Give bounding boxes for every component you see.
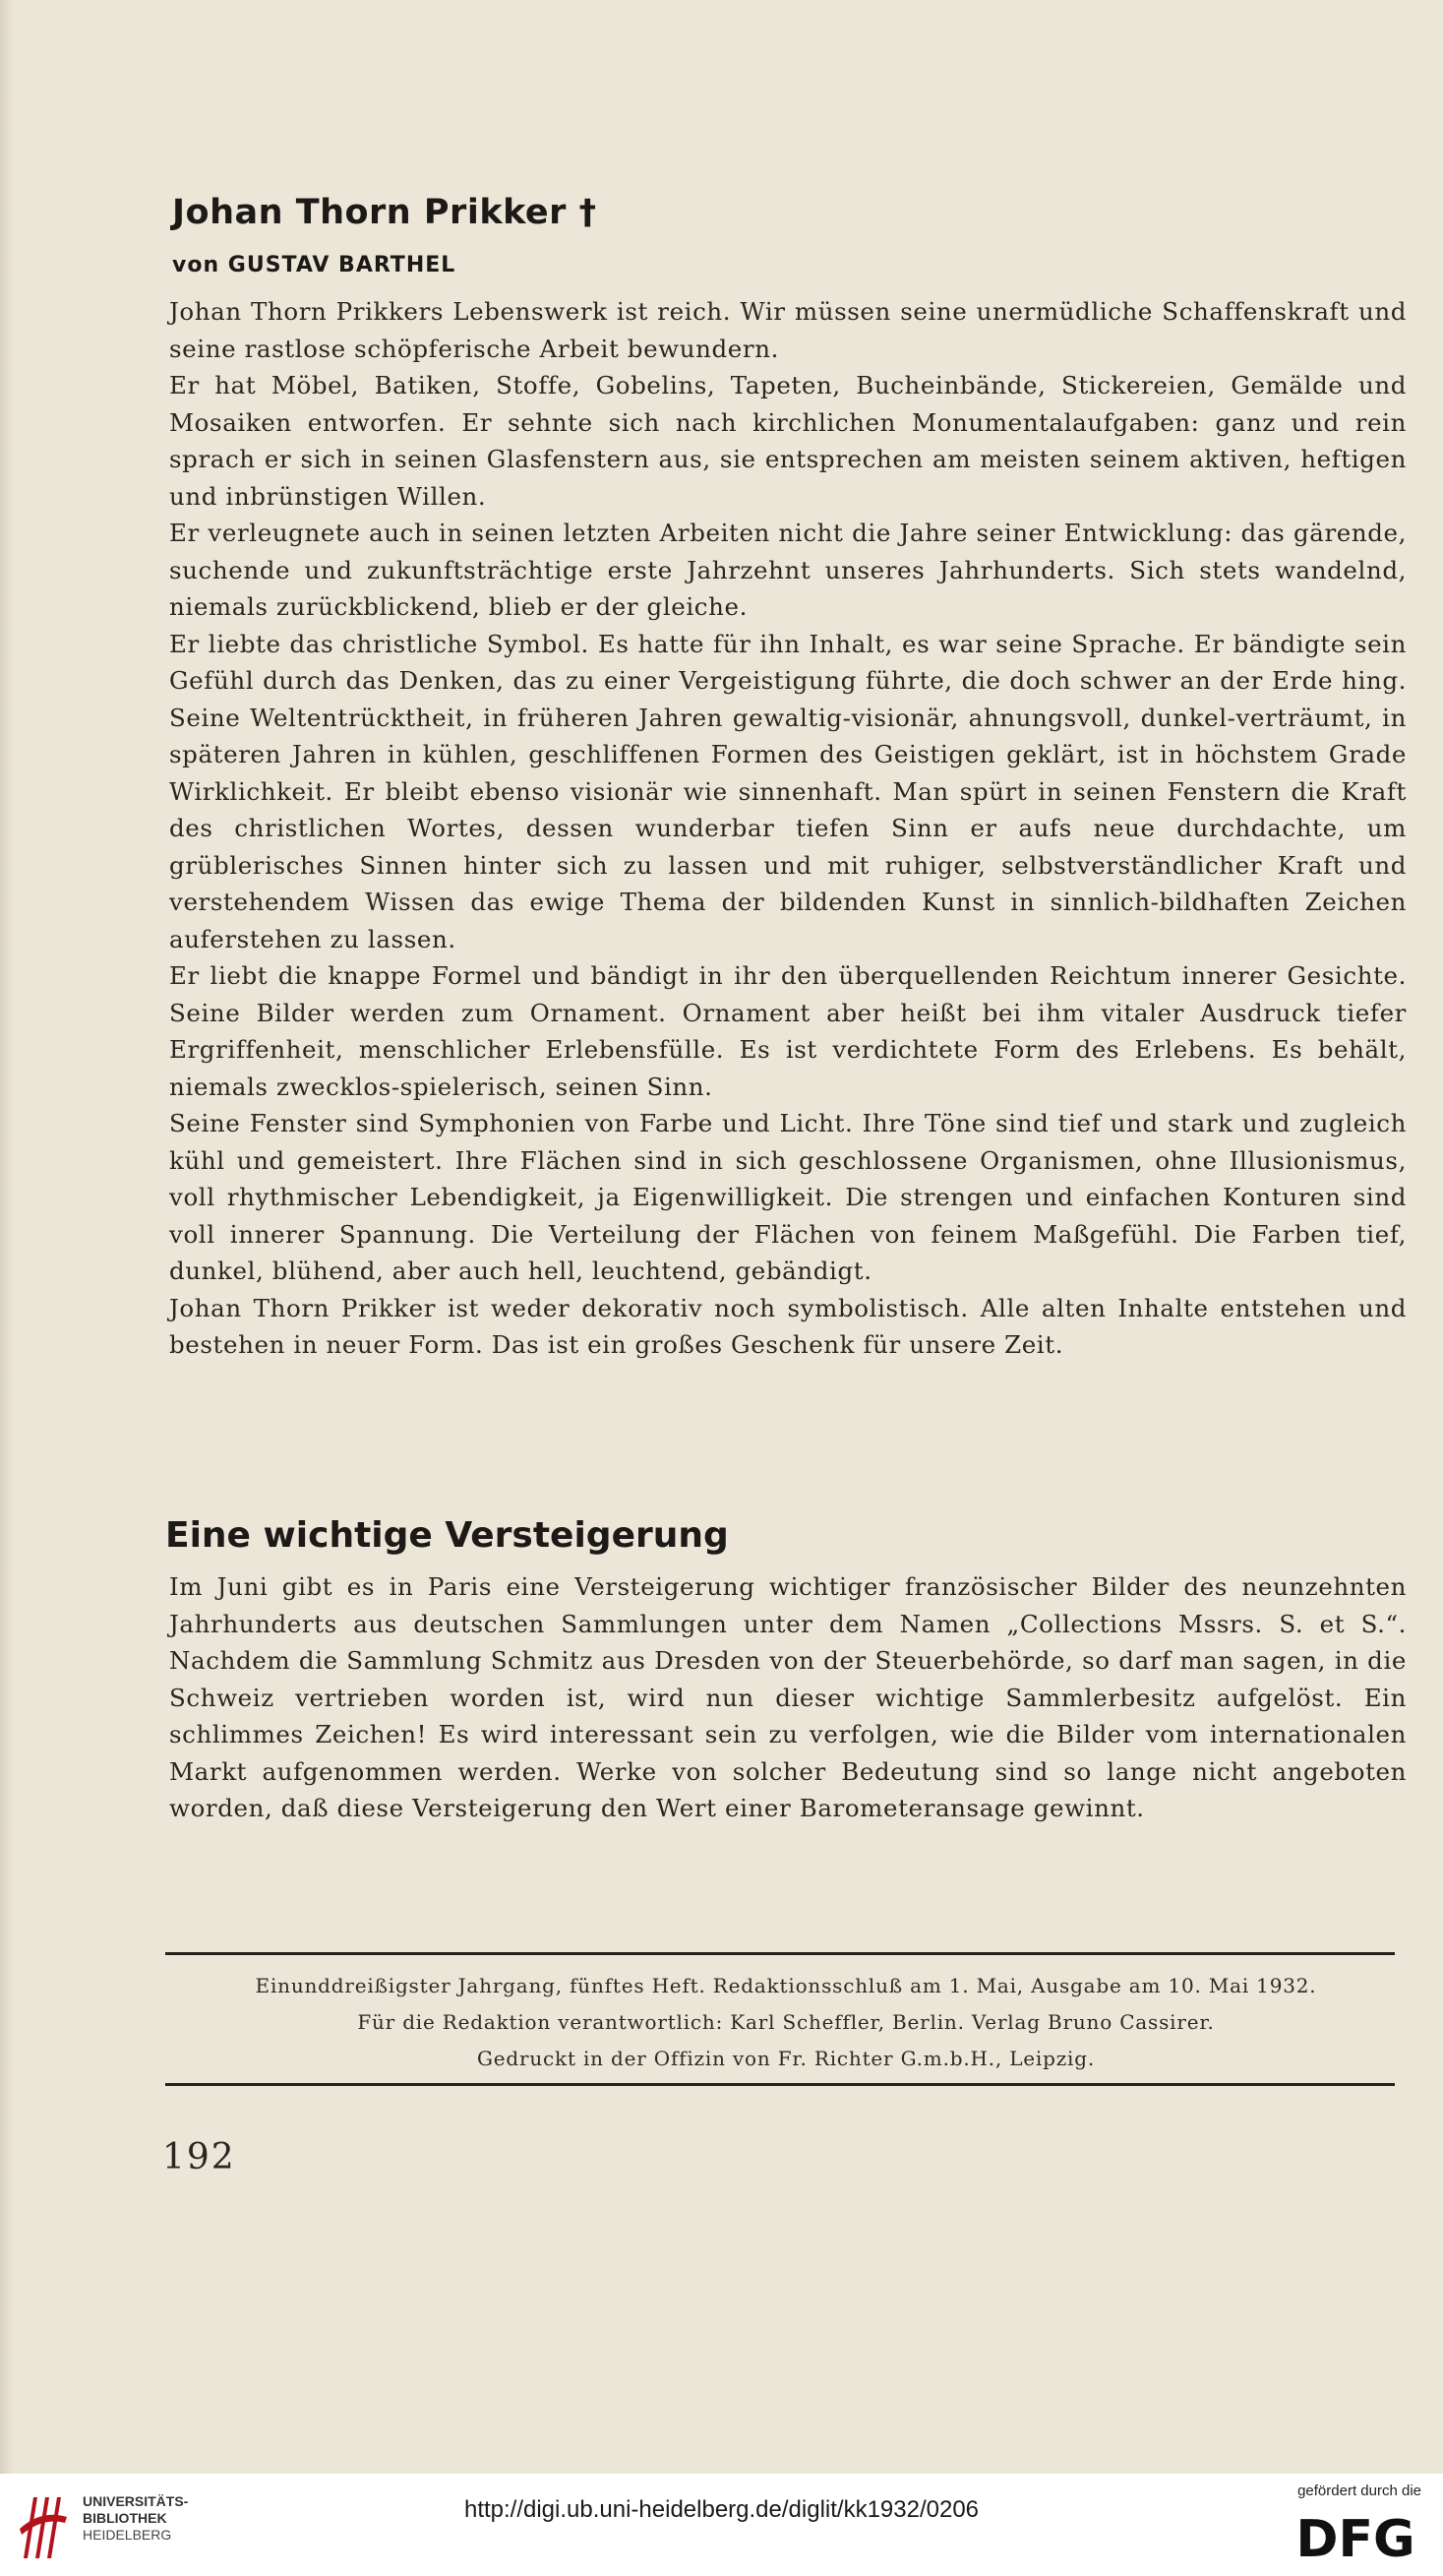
- paragraph: Johan Thorn Prikker ist weder dekorativ noch symbolistisch. Alle alten Inhalte entstehen und bestehen in neuer Form. Das ist ein großes Geschenk für unsere Zeit.: [169, 1293, 1407, 1359]
- paragraph: Seine Fenster sind Symphonien von Farbe und Licht. Ihre Töne sind tief und stark und zugleich kühl und gemeistert. Ihre Flächen sind in sich geschlossene Organismen, ohne Illusionismus, voll rhythmischer Lebendigkeit, ja Eigenwilligkeit. Die strengen und einfachen Konturen sind voll innerer Spannung. Die Verteilung der Flächen von feinem Maßgefühl. Die Farben tief, dunkel, blühend, aber auch hell, leuchtend, gebändigt.: [169, 1109, 1407, 1285]
- paragraph: Johan Thorn Prikkers Lebenswerk ist reich. Wir müssen seine unermüdliche Schaffenskraft und seine rastlose schöpferische Arbeit bewundern.: [169, 297, 1407, 363]
- imprint-top-rule: [165, 1952, 1395, 1955]
- viewer-footer: [0, 2474, 1443, 2576]
- article-body: [169, 293, 1407, 1364]
- paragraph: Er hat Möbel, Batiken, Stoffe, Gobelins, Tapeten, Bucheinbände, Stickereien, Gemälde und Mosaiken entworfen. Er sehnte sich nach kirchlichen Monumentalaufgaben: ganz und rein sprach er sich in seinen Glasfenstern aus, sie entsprechen am meisten seinem aktiven, heftigen und inbrünstigen Willen.: [169, 371, 1407, 511]
- imprint-line: Gedruckt in der Offizin von Fr. Richter G.m.b.H., Leipzig.: [476, 2047, 1096, 2070]
- library-name-line: HEIDELBERG: [83, 2527, 172, 2543]
- paragraph: Er liebt die knappe Formel und bändigt in ihr den überquellenden Reichtum innerer Gesichte. Seine Bilder werden zum Ornament. Ornament aber heißt bei ihm vitaler Ausdruck tiefer Ergriffenheit, menschlicher Erlebensfülle. Es ist verdichtete Form des Erlebens. Es behält, niemals zwecklos-spielerisch, seinen Sinn.: [169, 961, 1407, 1101]
- source-url-link[interactable]: http://digi.ub.uni-heidelberg.de/diglit/kk1932/0206: [463, 2496, 980, 2523]
- paragraph: Er liebte das christliche Symbol. Es hatte für ihn Inhalt, es war seine Sprache. Er bändigte sein Gefühl durch das Denken, das zu einer Vergeistigung führte, die doch schwer an der Erde hing. Seine Weltentrücktheit, in früheren Jahren gewaltig-visionär, ahnungsvoll, dunkel-verträumt, in späteren Jahren in kühlen, geschliffenen Formen des Geistigen geklärt, ist in höchstem Grade Wirklichkeit. Er bleibt ebenso visionär wie sinnenhaft. Man spürt in seinen Fenstern die Kraft des christlichen Wortes, dessen wunderbar tiefen Sinn er aufs neue durchdachte, um grüblerisches Sinnen hinter sich zu lassen und mit ruhiger, selbstverständlicher Kraft und verstehendem Wissen das ewige Thema der bildenden Kunst in sinnlich-bildhaften Zeichen auferstehen zu lassen.: [169, 629, 1407, 953]
- imprint-line: Einunddreißigster Jahrgang, fünftes Heft. Redaktionsschluß am 1. Mai, Ausgabe am 10. Mai 1932.: [255, 1974, 1317, 1997]
- article-title: Johan Thorn Prikker †: [172, 193, 597, 232]
- page-number: 192: [162, 2137, 236, 2177]
- section-body: [169, 1568, 1407, 1827]
- imprint-line: Für die Redaktion verantwortlich: Karl Scheffler, Berlin. Verlag Bruno Cassirer.: [357, 2010, 1215, 2034]
- library-name-line: BIBLIOTHEK: [83, 2510, 167, 2526]
- svg-text:DFG: DFG: [1295, 2510, 1415, 2562]
- funding-credit: gefördert durch die: [1297, 2483, 1421, 2499]
- scan-edge-shadow: [0, 0, 14, 2474]
- dfg-logo-icon: [1284, 2509, 1427, 2562]
- section-title: Eine wichtige Versteigerung: [165, 1515, 729, 1556]
- library-name-line: UNIVERSITÄTS-: [83, 2493, 189, 2509]
- paragraph: Im Juni gibt es in Paris eine Versteigerung wichtiger französischer Bilder des neunzehnten Jahrhunderts aus deutschen Sammlungen unter dem Namen „Collections Mssrs. S. et S.“. Nachdem die Sammlung Schmitz aus Dresden von der Steuerbehörde, so darf man sagen, in die Schweiz vertrieben worden ist, wird nun dieser wichtige Sammlerbesitz aufgelöst. Ein schlimmes Zeichen! Es wird interessant sein zu verfolgen, wie die Bilder vom internationalen Markt aufgenommen werden. Werke von solcher Bedeutung sind so lange nicht angeboten worden, daß diese Versteigerung den Wert einer Barometeransage gewinnt.: [169, 1572, 1407, 1822]
- imprint-bottom-rule: [165, 2083, 1395, 2086]
- imprint: [165, 1968, 1407, 2077]
- paragraph: Er verleugnete auch in seinen letzten Arbeiten nicht die Jahre seiner Entwicklung: das gärende, suchende und zukunftsträchtige erste Jahrzehnt unseres Jahrhunderts. Sich stets wandelnd, niemals zurückblickend, blieb er der gleiche.: [169, 519, 1407, 621]
- article-byline: von GUSTAV BARTHEL: [172, 253, 456, 277]
